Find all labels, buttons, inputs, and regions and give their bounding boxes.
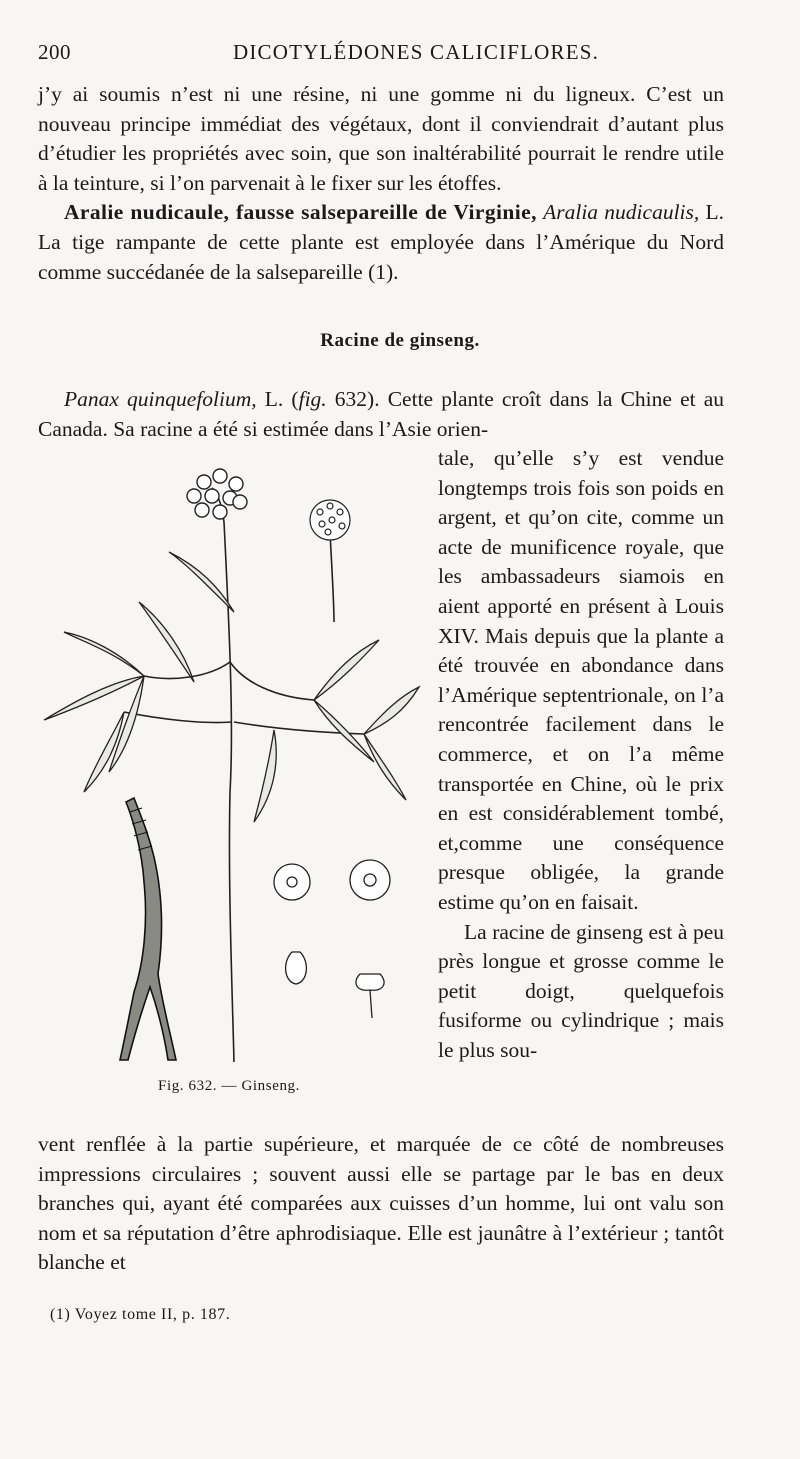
ginseng-illustration-icon bbox=[34, 462, 428, 1074]
running-title: DICOTYLÉDONES CALICIFLORES. bbox=[233, 40, 600, 64]
fig-reference: fig. bbox=[298, 387, 327, 411]
paragraph-panax bbox=[38, 385, 724, 444]
page-number: 200 bbox=[38, 40, 71, 64]
scientific-name-panax: Panax quinquefolium, bbox=[64, 387, 257, 411]
page-header bbox=[38, 36, 730, 70]
panax-text-block bbox=[38, 385, 724, 444]
umbel-right bbox=[310, 500, 350, 540]
ginseng-figure bbox=[34, 462, 428, 1074]
root bbox=[120, 798, 176, 1060]
umbel-left bbox=[187, 469, 247, 519]
paragraph-bottom: vent renflée à la partie supérieure, et marquée de ce côté de nombreuses impressions circulaires ; souvent aussi elle se partage par le bas en deux branches qui, ayant été comparées aux cuisses d’un homme, lui ont valu son nom et sa réputation d’être aphrodisiaque. Elle est jaunâtre à l’extérieur ; tantôt blanche et bbox=[38, 1132, 724, 1275]
flower-details bbox=[274, 860, 390, 1018]
panax-body-b: 632). Cette plante croît dans la Chine et au Canada. Sa racine a été si estimée dans l’Asie orien- bbox=[38, 387, 725, 441]
footnote: (1) Voyez tome II, p. 187. bbox=[50, 1306, 231, 1323]
paragraph-aralia bbox=[38, 198, 724, 287]
aralia-body: L. La tige rampante de cette plante est employée dans l’Amérique du Nord comme succédanée de la salsepareille (1). bbox=[38, 200, 725, 284]
paragraph-right-2: La racine de ginseng est à peu près longue et grosse comme le petit doigt, quelquefois fusiforme ou cylindrique ; mais le plus sou- bbox=[438, 919, 724, 1062]
paragraph-right-1: tale, qu’elle s’y est vendue longtemps trois fois son poids en argent, et qu’on cite, comme un acte de munificence royale, que les ambassadeurs siamois en aient apporté en présent à Louis XIV. Mais depuis que la plante a été trouvée en abondance dans l’Amérique septentrionale, on l’a rencontrée facilement dans le commerce, et on l’a même transportée en Chine, où le prix en est considérablement tombé, et,comme une conséquence presque obligée, la grande estime qu’on en faisait. bbox=[438, 446, 724, 914]
panax-body-a: L. ( bbox=[256, 387, 299, 411]
scientific-name-aralia: Aralia nudicaulis, bbox=[543, 200, 700, 225]
bottom-text-block bbox=[38, 1130, 724, 1278]
top-text-block bbox=[38, 80, 724, 287]
entry-title-aralia: Aralie nudicaule, fausse salsepareille de Virginie, bbox=[64, 200, 537, 225]
section-heading: Racine de ginseng. bbox=[320, 330, 480, 351]
figure-caption: Fig. 632. — Ginseng. bbox=[158, 1078, 301, 1094]
right-column-text bbox=[438, 444, 724, 1065]
paragraph-continuation: j’y ai soumis n’est ni une résine, ni une gomme ni du ligneux. C’est un nouveau principe immédiat des végétaux, dont il conviendrait d’autant plus d’étudier les propriétés avec soin, que son inaltérabilité pourrait le rendre utile à la teinture, si l’on parvenait à le fixer sur les étoffes. bbox=[38, 82, 724, 195]
